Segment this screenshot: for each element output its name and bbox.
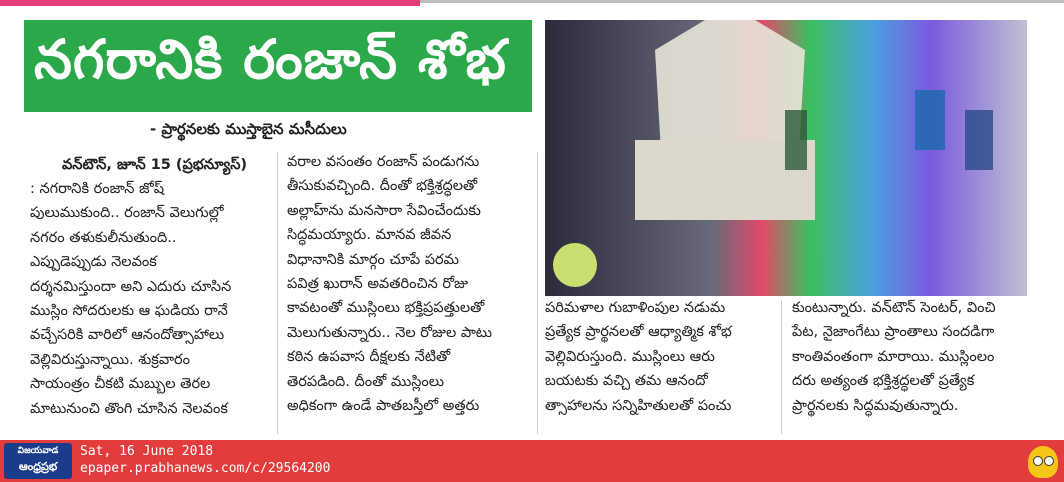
mosque-photo: [545, 20, 1027, 296]
column-divider-2: [537, 152, 538, 434]
article-column-1: : నగరానికి రంజాన్ జోష్ పులుముకుంది.. రంజాన్ వెలుగుల్లో నగరం తళుకులీనుతుంది.. ఎప్పుడెప్పుడు నెలవంక దర్శనమిస్తుందా అని ఎదురు చూసిన ముస్లిం సోదరులకు ఆ ఘడియ రానే వచ్చేసరికి వారిలో ఆనందోత్సాహాలు వెల్లివిరుస్తున్నాయి. శుక్రవారం సాయంత్రం చీకటి మబ్బుల తెరల మాటునుంచి తొంగి చూసిన నెలవంక: [30, 181, 232, 417]
mosque-lights-image: [545, 20, 1027, 296]
article-column-3: పరిమళాల గుబాళింపుల నడుమ ప్రత్యేక ప్రార్థనలతో ఆధ్యాత్మిక శోభ వెల్లివిరుస్తుంది. ముస్లింలు ఆరు బయటకు వచ్చి తమ ఆనందో త్సాహాలను సన్నిహితులతో పంచు: [545, 300, 732, 414]
epaper-link[interactable]: epaper.prabhanews.com/c/29564200: [80, 461, 331, 476]
article-column-2: వరాల వసంతం రంజాన్ పండుగను తీసుకువచ్చింది. దీంతో భక్తిశ్రద్ధలతో అల్లాహ్‌ను మనసారా సేవించేందుకు సిద్ధమయ్యారు. మానవ జీవన విధానానికి మార్గం చూపే పరమ పవిత్ర ఖురాన్ అవతరించిన రోజు కావటంతో ముస్లింలు భక్తిప్రపత్తులతో మెలుగుతున్నారు.. నెల రోజుల పాటు కఠిన ఉపవాస దీక్షలకు నేటితో తెరపడింది. దీంతో ముస్లింలు అధికంగా ఉండే పాతబస్తీలో అత్తరు: [287, 154, 493, 415]
logo-city: విజయవాడ: [17, 446, 59, 456]
footer-info: [80, 443, 330, 477]
top-gray-bar: [420, 0, 1064, 3]
headline-text: నగరానికి రంజాన్ శోభ: [34, 27, 507, 91]
logo-title: ఆంధ్రప్రభ: [18, 460, 58, 473]
article-column-4: కుంటున్నారు. వన్‌టౌన్ సెంటర్, వించి పేట, నైజాంగేటు ప్రాంతాలు సందడిగా కాంతివంతంగా మారాయి. ముస్లింలం దరు అత్యంత భక్తిశ్రద్ధలతో ప్రత్యేక ప్రార్థనలకు సిద్ధమవుతున్నారు.: [792, 300, 996, 414]
top-pink-bar: [0, 0, 420, 6]
edition-date: Sat, 16 June 2018: [80, 444, 214, 459]
column-divider-3: [781, 300, 782, 434]
publication-logo: [4, 443, 72, 479]
top-strip: [0, 0, 1064, 16]
subheadline: - ప్రార్థనలకు ముస్తాబైన మసీదులు: [150, 120, 347, 138]
headline: [24, 20, 532, 112]
column-divider-1: [277, 152, 278, 434]
dateline: వన్‌టౌన్, జూన్ 15 (ప్రభన్యూస్): [62, 157, 248, 173]
owl-mascot-icon: [1028, 446, 1058, 478]
